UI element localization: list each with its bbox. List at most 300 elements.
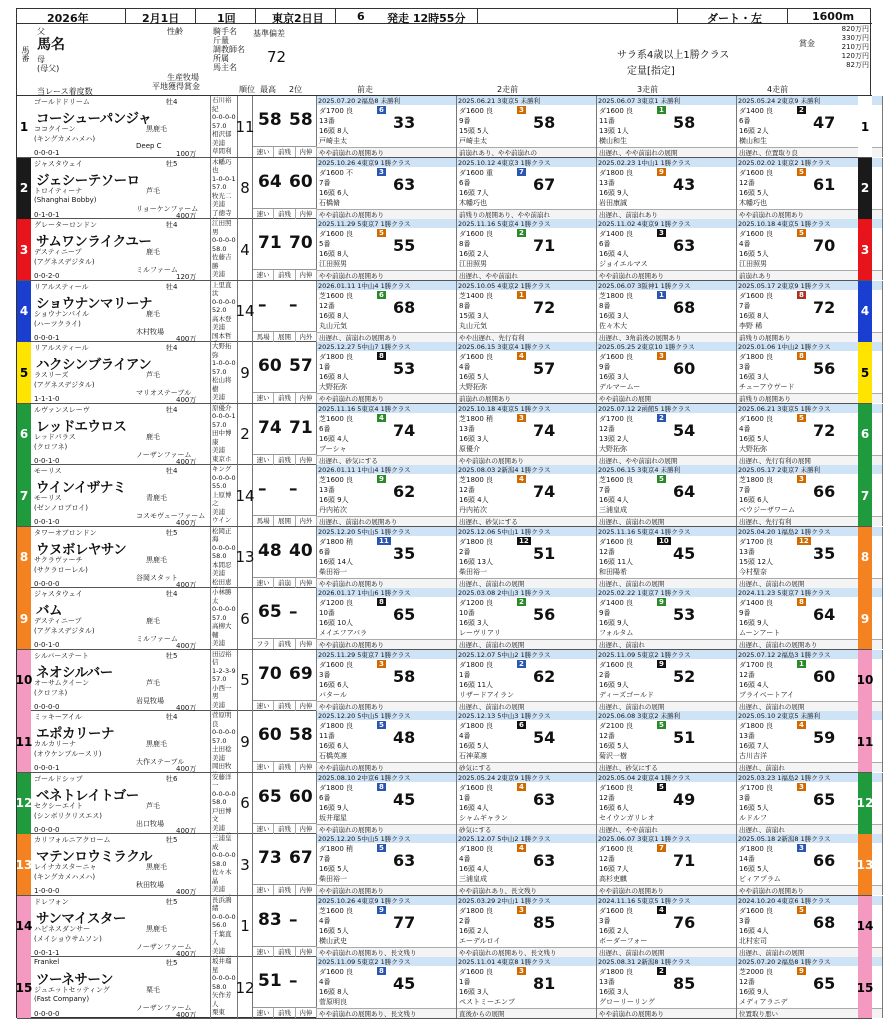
race-field: 16頭 6人 [319, 680, 349, 689]
finish-position: 3 [799, 782, 804, 791]
weight: 57.0 [212, 675, 227, 683]
past-race[interactable] [457, 219, 597, 280]
jockey-name: 石川裕紀 [212, 96, 232, 113]
tag: 速い [253, 209, 274, 219]
race-distance: ダ1600 良 [599, 660, 634, 669]
horse-row[interactable] [17, 96, 872, 158]
sire: モーリス [34, 467, 62, 475]
race-field: 16頭 7人 [459, 188, 489, 197]
race-comment: 出遅れ、やや前崩れ [457, 270, 596, 280]
horse-info [31, 650, 211, 711]
race-index: 45 [673, 543, 696, 563]
course-record: 0-0-0-1 [34, 149, 60, 157]
std-label: 基準偏差 [253, 29, 285, 38]
rank: 14 [238, 465, 253, 526]
race-distance: ダ2100 良 [599, 722, 634, 730]
tag: 内伸 [296, 209, 317, 219]
broodmare-sire: (ハーツクライ) [34, 319, 81, 328]
finish-position: 7 [519, 167, 524, 176]
race-index: 57 [533, 359, 556, 378]
race-comment: やや前崩れの展開あり [597, 1008, 736, 1018]
horse-row[interactable] [17, 957, 872, 1019]
tag: 速い [253, 270, 274, 280]
horse-info [31, 896, 211, 957]
tag-row [253, 454, 317, 465]
trainer: 矢作芳人 [212, 991, 232, 1008]
horse-row[interactable] [17, 281, 872, 343]
past-race[interactable] [317, 219, 457, 280]
race-jockey: 古川吉洋 [739, 752, 767, 760]
race-comment: 砂気にする [457, 824, 596, 834]
race-distance: ダ1600 良 [599, 845, 634, 853]
stable-belong: 美浦 [212, 639, 225, 647]
tag-row [253, 761, 317, 772]
tag: 内伸 [296, 147, 317, 157]
past-race[interactable] [457, 96, 597, 157]
eval-block [253, 773, 317, 834]
past-race[interactable] [457, 465, 597, 526]
horse-number-right: 13 [858, 834, 872, 895]
broodmare-sire: (クロフネ) [34, 442, 68, 451]
sex-age: 牡5 [166, 159, 178, 168]
race-index: 85 [673, 974, 696, 993]
finish-position: 9 [799, 967, 804, 975]
past-race[interactable] [457, 711, 597, 772]
race-comment: 出遅れ、前崩れ [737, 762, 882, 772]
second-index: – [289, 294, 298, 315]
horse-name[interactable]: レッドエウロス [36, 418, 127, 435]
race-field: 16頭 2人 [739, 127, 769, 135]
race-gate: 14番 [739, 855, 755, 863]
horse-name[interactable]: サンマイスター [36, 910, 126, 927]
race-index: 45 [393, 974, 416, 993]
race-title: 2025.07.12 2福島3 1勝クラス [737, 650, 882, 659]
race-field: 16頭 3人 [599, 988, 629, 996]
race-field: 16頭 5人 [739, 434, 769, 443]
past-race[interactable] [597, 773, 737, 834]
horse-row[interactable] [17, 588, 872, 650]
race-comment: 砂気にする [457, 762, 596, 772]
tag-row [253, 331, 317, 342]
horse-name[interactable]: ツーネサーン [36, 972, 114, 988]
dam: オーサムクイーン [34, 678, 90, 687]
finish-position: 11 [379, 536, 389, 545]
race-field: 16頭 9人 [739, 988, 769, 996]
horse-row[interactable] [17, 158, 872, 220]
race-title: 2025.10.26 4東京9 1勝クラス [317, 896, 456, 905]
jockey-record: 0-0-0-0 [212, 605, 236, 613]
horse-number: 7 [17, 465, 31, 526]
jockey-record: 0-0-0-0 [212, 297, 236, 306]
race-title: 2025.12.06 5中山1 1勝クラス [457, 527, 596, 536]
sire: ルヴァンスレーヴ [34, 405, 90, 414]
race-index: 66 [813, 482, 836, 501]
race-gate: 7番 [599, 486, 611, 494]
trainer: 小西一男 [212, 683, 232, 700]
sex-age: 牡4 [166, 98, 178, 106]
horse-number-right: 8 [858, 527, 872, 588]
horse-name[interactable]: サムワンライクユー [36, 234, 152, 250]
race-field: 16頭 11人 [599, 557, 634, 566]
race-title: 2025.10.26 4東京9 1勝クラス [317, 158, 456, 167]
finish-position: 2 [519, 659, 524, 668]
race-comment: 出遅れ、3角前後の展開あり [597, 332, 736, 342]
coat: 青鹿毛 [146, 494, 167, 502]
past-race[interactable] [457, 404, 597, 465]
coat: 栗毛 [146, 986, 160, 994]
race-gate: 4番 [319, 978, 331, 986]
race-title: 2025.11.01 4東京8 1勝クラス [457, 957, 596, 966]
earnings: 400万 [176, 826, 197, 835]
finish-position: 2 [659, 967, 664, 975]
race-title: 2026.01.11 1中山4 1勝クラス [317, 465, 456, 474]
race-jockey: ボーダーフォー [599, 936, 648, 945]
race-jockey: ブーシャ [319, 444, 347, 453]
past-race[interactable] [317, 96, 457, 157]
sire: グレーターロンドン [34, 221, 97, 229]
horse-info [31, 527, 211, 588]
tag: 内外 [296, 516, 317, 526]
past-race[interactable] [317, 465, 457, 526]
past-race[interactable] [317, 957, 457, 1018]
race-gate: 12番 [599, 547, 615, 556]
past-race[interactable] [317, 834, 457, 895]
horse-row[interactable] [17, 834, 872, 896]
horse-name[interactable]: ウインイザナミ [36, 480, 126, 496]
second-index: 60 [289, 171, 313, 192]
past-race[interactable] [597, 834, 737, 895]
race-gate: 8番 [599, 301, 611, 310]
race-field: 16頭 7人 [739, 742, 769, 750]
trainer: 佐々木晶 [212, 868, 232, 885]
race-jockey: 佐々木大 [599, 321, 627, 330]
race-comment: やや前崩れの展開あり [317, 762, 456, 772]
finish-position: 3 [379, 167, 384, 176]
race-gate: 7番 [739, 301, 751, 310]
coat: 鹿毛 [146, 248, 160, 256]
jockey-block [211, 342, 238, 403]
race-gate: 12番 [739, 978, 755, 986]
race-distance: ダ1600 良 [319, 968, 354, 976]
past-race[interactable] [597, 465, 737, 526]
horse-name[interactable]: ジェシーテソーロ [36, 172, 140, 189]
sire: カリフォルニアクローム [34, 836, 111, 844]
past-race[interactable] [457, 773, 597, 834]
horse-name[interactable]: ウヌボレヤサン [36, 541, 127, 558]
past-race[interactable] [457, 527, 597, 588]
race-field: 16頭 6人 [319, 742, 349, 750]
race-comment: 出遅れ、前崩れの展開 [737, 947, 882, 957]
race-distance: ダ1600 良 [599, 783, 634, 792]
race-title: 2025.11.02 4東京9 1勝クラス [597, 219, 736, 228]
finish-position: 4 [519, 352, 524, 360]
eval-block [253, 588, 317, 649]
finish-position: 5 [379, 844, 384, 852]
past-race[interactable] [457, 342, 597, 403]
breeder: 岩見牧場 [136, 696, 164, 705]
finish-position: 3 [519, 905, 524, 914]
stable-belong: 美浦 [212, 700, 225, 709]
horse-row[interactable] [17, 896, 872, 958]
horse-row[interactable] [17, 342, 872, 404]
order-label: 順位 [239, 85, 255, 94]
race-index: 49 [673, 789, 696, 809]
horse-row[interactable] [17, 527, 872, 589]
past-race[interactable] [597, 342, 737, 403]
horse-row[interactable] [17, 711, 872, 773]
race-jockey: ベウジーザワーム [739, 506, 795, 514]
finish-position: 9 [379, 905, 384, 914]
past-race[interactable] [597, 281, 737, 342]
past-race[interactable] [317, 342, 457, 403]
jockey-name: 菅原明良 [212, 711, 232, 728]
horse-name[interactable]: ハクシンブライアン [36, 357, 152, 373]
race-gate: 13番 [319, 117, 335, 125]
past-race[interactable] [317, 588, 457, 649]
race-title: 2025.06.15 3東京4 未勝利 [597, 465, 736, 474]
rank: 9 [238, 342, 253, 403]
jockey-name: 小林勝太 [212, 588, 232, 605]
race-jockey: 和田陽希 [599, 567, 627, 576]
race-field: 16頭 3人 [459, 619, 489, 627]
race-field: 16頭 3人 [459, 988, 489, 996]
jockey-block [211, 711, 238, 772]
race-field: 16頭 3人 [599, 311, 629, 320]
horse-name[interactable]: マテンロウミラクル [36, 849, 152, 865]
race-title: 2025.08.10 2中京6 1勝クラス [317, 773, 456, 782]
race-index: 47 [813, 113, 836, 132]
race-field: 16頭 9人 [319, 803, 349, 812]
eval-block [253, 957, 317, 1018]
past-race[interactable] [317, 773, 457, 834]
race-distance: ダ1800 良 [459, 845, 494, 853]
horse-row[interactable] [17, 773, 872, 835]
weight: 57.0 [212, 613, 227, 622]
finish-position: 5 [799, 167, 804, 176]
race-jockey: フォルタム [599, 629, 634, 637]
past-race[interactable] [457, 588, 597, 649]
race-jockey: 高杉吏麒 [599, 875, 627, 883]
race-field: 16頭 9人 [599, 188, 629, 197]
tag: 速い [253, 701, 274, 711]
race-gate: 12番 [739, 178, 755, 187]
race-comment: 出遅れ、前崩れ [737, 824, 882, 834]
past-race[interactable] [317, 281, 457, 342]
course-record: 0-0-0-0 [34, 579, 60, 588]
race-field: 16頭 3人 [459, 434, 489, 443]
past-race[interactable] [597, 96, 737, 157]
race-field: 16頭 9人 [599, 680, 629, 689]
past-race[interactable] [457, 158, 597, 219]
finish-position: 12 [799, 536, 809, 545]
race-gate: 2番 [599, 670, 611, 679]
horse-number-right: 10 [858, 650, 872, 711]
past-race[interactable] [457, 834, 597, 895]
jockey-block [211, 219, 238, 280]
race-index: 76 [673, 912, 696, 932]
race-index: 62 [533, 666, 556, 686]
best-index: – [258, 294, 267, 315]
past-race[interactable] [317, 711, 457, 772]
race-jockey: 横山和生 [739, 137, 767, 145]
race-comment: やや前崩れの展開あり [317, 393, 456, 403]
dam: デスティニープ [34, 617, 82, 625]
tag: 内伸 [296, 824, 317, 834]
earnings: 400万 [176, 888, 197, 896]
race-distance: ダ1700 良 [739, 537, 774, 546]
race-title: 2025.11.09 5東京2 1勝クラス [317, 957, 456, 966]
race-index: 55 [393, 236, 416, 255]
weight: 57.0 [212, 736, 227, 745]
past-race[interactable] [597, 219, 737, 280]
horse-number: 15 [17, 957, 31, 1018]
name-label: 馬名 [37, 37, 65, 53]
finish-position: 3 [379, 659, 384, 668]
jockey-label: 騎手名 [213, 27, 237, 36]
race-distance: ダ1600 良 [459, 107, 494, 115]
stable-belong: 美浦 [212, 270, 225, 278]
horse-name[interactable]: コーシューパンジャ [36, 111, 152, 127]
race-jockey: 柴田裕一 [459, 567, 487, 576]
race-gate: 7番 [319, 855, 331, 863]
horse-name[interactable]: ショウナンマリーナ [36, 295, 153, 312]
past-race[interactable] [457, 650, 597, 711]
race-index: 72 [813, 420, 836, 440]
horse-number-right: 2 [858, 158, 872, 219]
finish-position: 4 [379, 413, 384, 422]
column-header [17, 24, 872, 96]
owner: 松田恵 [212, 577, 232, 586]
race-comment: 出遅れ、前崩れの展開 [457, 639, 596, 649]
past-race[interactable] [597, 957, 737, 1018]
race-comment: やや前崩れの展開あり [457, 455, 596, 465]
horse-row[interactable] [17, 219, 872, 281]
race-index: 66 [813, 851, 836, 870]
race-gate: 1番 [459, 670, 471, 679]
horse-row[interactable] [17, 465, 872, 527]
breeder: 秋田牧場 [136, 881, 164, 889]
horse-name[interactable]: エポカリーナ [36, 726, 114, 742]
past-race[interactable] [317, 404, 457, 465]
race-sheet [15, 8, 874, 1019]
trainer: 牧光二 [212, 191, 232, 200]
jockey-block [211, 404, 238, 465]
race-index: 59 [813, 728, 836, 747]
past-race[interactable] [317, 527, 457, 588]
race-comment: やや前崩れの展開あり [317, 824, 456, 834]
race-comment: 出遅れ、前崩れの展開 [597, 947, 736, 957]
race-field: 16頭 4人 [459, 865, 489, 873]
race-distance: ダ1800 良 [319, 722, 354, 730]
horse-row[interactable] [17, 404, 872, 466]
sire: ミッキーアイル [34, 713, 82, 721]
horse-number-right: 3 [858, 219, 872, 280]
race-title: 2025.06.08 3東京2 未勝利 [597, 711, 736, 720]
past-race[interactable] [597, 404, 737, 465]
race-index: 48 [393, 728, 416, 747]
second-index: 57 [289, 356, 313, 376]
sire: ゴールドドリーム [34, 98, 90, 106]
race-comment: やや前崩れの展開あり [317, 639, 456, 649]
best-index: – [258, 479, 267, 499]
earnings: 400万 [176, 519, 197, 527]
breeder: Deep C [136, 142, 162, 150]
past-race[interactable] [317, 650, 457, 711]
past-race[interactable] [317, 158, 457, 219]
dam: ココクイーン [34, 125, 76, 133]
horse-number-right: 9 [858, 588, 872, 649]
past-race[interactable] [457, 281, 597, 342]
past-race[interactable] [597, 158, 737, 219]
horse-number-right: 11 [858, 711, 872, 772]
tag-row [253, 392, 317, 403]
earnings: 400万 [176, 334, 197, 343]
best-index: 48 [258, 540, 282, 561]
jockey-record: 1-0-0-0 [212, 359, 236, 367]
past-race[interactable] [597, 896, 737, 957]
race-comment: 前崩れの展開あり [457, 393, 596, 403]
course-record: 0-0-0-0 [34, 702, 60, 711]
finish-position: 8 [379, 782, 384, 791]
weight: 57.0 [212, 121, 227, 130]
finish-position: 5 [659, 721, 664, 729]
race-field: 16頭 6人 [319, 188, 349, 197]
past-race[interactable] [317, 896, 457, 957]
horse-name[interactable]: ネオシルバー [36, 664, 113, 681]
past-race[interactable] [457, 896, 597, 957]
race-gate: 4番 [459, 855, 471, 863]
race-distance: ダ1600 良 [459, 783, 494, 792]
race-distance: ダ1600 良 [739, 291, 774, 300]
race-title: 2025.07.20 2福島8 1勝クラス [737, 957, 882, 966]
broodmare-sire: (シンボリクリスエス) [34, 811, 103, 820]
rank: 4 [238, 219, 253, 280]
rank: 3 [238, 834, 253, 895]
horse-row[interactable] [17, 650, 872, 712]
race-comment: やや前崩れの展開あり [737, 209, 882, 219]
race-jockey: チューアウヴード [739, 383, 795, 391]
race-condition: 定量[指定] [627, 66, 675, 77]
broodmare-sire: (サクラローレル) [34, 565, 88, 574]
race-field: 16頭 5人 [739, 865, 769, 873]
past-race[interactable] [597, 527, 737, 588]
past-race[interactable] [457, 957, 597, 1018]
horse-name[interactable]: ベネトレイトゴー [36, 787, 139, 804]
past-race[interactable] [597, 588, 737, 649]
race-title: 2025.08.03 2新潟4 1勝クラス [457, 465, 596, 474]
eval-block [253, 158, 317, 219]
race-comment: 出遅れ、先行有利の展開 [737, 455, 882, 465]
finish-position: 5 [799, 229, 804, 237]
race-title: 2025.12.07 5中山2 1勝クラス [457, 650, 596, 659]
race-jockey: 大野拓弥 [739, 444, 767, 453]
trainer: 千葉直人 [212, 929, 232, 946]
eval-block [253, 219, 317, 280]
past-race[interactable] [597, 711, 737, 772]
past-race[interactable] [597, 650, 737, 711]
weight: 52.0 [212, 306, 227, 314]
jockey-block [211, 527, 238, 588]
course-record: 0-0-1-0 [34, 456, 60, 465]
second-index: 70 [289, 233, 313, 253]
horse-name[interactable]: バム [36, 603, 62, 619]
race-index: 63 [393, 851, 416, 870]
jockey-name: 松岡正海 [212, 526, 232, 543]
rank: 12 [238, 957, 253, 1018]
finish-position: 6 [379, 106, 384, 114]
race-index: 72 [533, 297, 556, 317]
rank: 2 [238, 404, 253, 465]
